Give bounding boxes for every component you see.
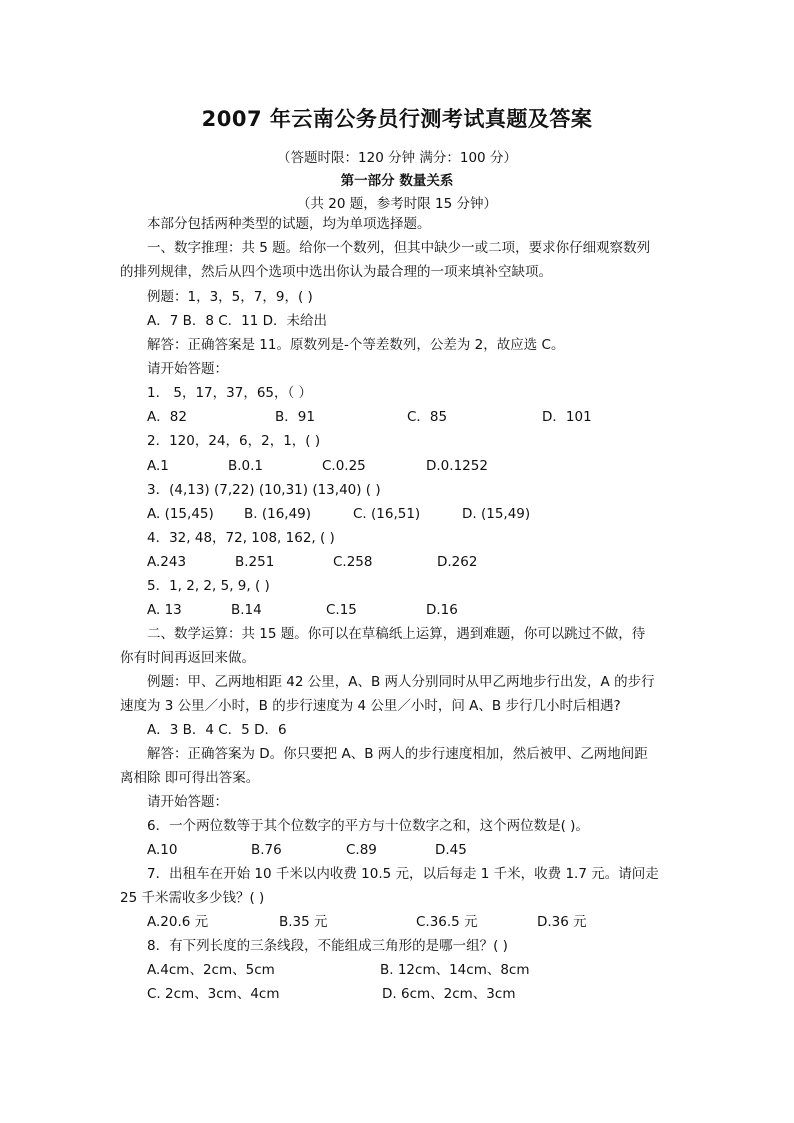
q8-option-c: C. 2cm、3cm、4cm [147,986,280,1002]
q1-option-d: D．101 [542,409,592,425]
q3-option-d: D. (15,49) [462,506,531,522]
section2-desc: 二、数学运算：共 15 题。你可以在草稿纸上运算，遇到难题，你可以跳过不做，待 [147,626,646,642]
q5-option-d: D.16 [426,602,458,618]
question-4-stem: 4．32, 48，72, 108, 162, ( ) [147,530,335,546]
section2-example-cont: 速度为 3 公里／小时，B 的步行速度为 4 公里／小时，问 A、B 步行几小时后相遇? [120,698,621,714]
q6-option-d: D.45 [435,842,467,858]
q2-option-b: B.0.1 [228,458,264,474]
question-2-stem: 2．120，24，6，2，1，( ) [147,433,321,449]
q2-option-d: D.0.1252 [426,458,488,474]
q7-option-a: A.20.6 元 [147,914,209,930]
q1-option-c: C．85 [407,409,448,425]
q5-option-b: B.14 [231,602,262,618]
section1-desc-cont: 的排列规律，然后从四个选项中选出你认为最合理的一项来填补空缺项。 [120,264,552,280]
section1-answer: 解答：正确答案是 11。原数列是-个等差数列，公差为 2，故应选 C。 [147,337,565,353]
q2-option-c: C.0.25 [322,458,366,474]
q4-option-a: A.243 [147,554,187,570]
q8-option-b: B. 12cm、14cm、8cm [380,962,530,978]
question-3-stem: 3．(4,13) (7,22) (10,31) (13,40) ( ) [147,482,381,498]
q4-option-b: B.251 [235,554,275,570]
q6-option-b: B.76 [251,842,282,858]
q4-option-d: D.262 [437,554,478,570]
section2-example: 例题：甲、乙两地相距 42 公里，A、B 两人分别同时从甲乙两地步行出发，A 的步行 [147,674,655,690]
section1-desc: 一、数字推理：共 5 题。给你一个数列，但其中缺少一或二项，要求你仔细观察数列 [147,240,651,256]
section1-example: 例题：1，3，5，7，9，( ) [147,289,313,305]
question-7-stem-cont: 25 千米需收多少钱？( ) [120,890,265,906]
question-6-stem: 6．一个两位数等于其个位数字的平方与十位数字之和，这个两位数是( )。 [147,818,589,834]
q7-option-d: D.36 元 [537,914,587,930]
q3-option-c: C. (16,51) [353,506,421,522]
q7-option-c: C.36.5 元 [416,914,478,930]
question-8-stem: 8．有下列长度的三条线段，不能组成三角形的是哪一组？( ) [147,938,508,954]
section1-example-options: A．7 B．8 C．11 D．未给出 [147,313,328,329]
document-title: 2007 年云南公务员行测考试真题及答案 [201,107,593,131]
start-prompt-2: 请开始答题： [147,794,228,810]
section2-answer-cont: 离相除 即可得出答案。 [120,770,260,786]
q7-option-b: B.35 元 [279,914,328,930]
intro: 本部分包括两种类型的试题，均为单项选择题。 [147,216,431,232]
question-1-stem: 1． 5，17，37，65，（ ） [147,385,313,401]
q2-option-a: A.1 [147,458,169,474]
part-note: （共 20 题，参考时限 15 分钟） [296,196,498,212]
q3-option-a: A. (15,45) [147,506,214,522]
q8-option-a: A.4cm、2cm、5cm [147,962,275,978]
q8-option-d: D. 6cm、2cm、3cm [382,986,516,1002]
q4-option-c: C.258 [333,554,373,570]
section2-answer: 解答：正确答案为 D。你只要把 A、B 两人的步行速度相加，然后被甲、乙两地间距 [147,746,648,762]
q5-option-c: C.15 [326,602,357,618]
start-prompt: 请开始答题： [147,361,228,377]
q3-option-b: B. (16,49) [244,506,312,522]
q1-option-a: A．82 [147,409,187,425]
section2-example-options: A．3 B．4 C．5 D．6 [147,722,287,738]
section2-desc-cont: 你有时间再返回来做。 [120,650,255,666]
q6-option-c: C.89 [346,842,377,858]
part-title: 第一部分 数量关系 [340,173,454,189]
q1-option-b: B．91 [275,409,315,425]
q6-option-a: A.10 [147,842,178,858]
q5-option-a: A. 13 [147,602,182,618]
question-5-stem: 5．1, 2, 2, 5, 9, ( ) [147,578,270,594]
question-7-stem: 7．出租车在开始 10 千米以内收费 10.5 元，以后每走 1 千米，收费 1.7 元。请问走 [147,866,659,882]
time-limit: （答题时限：120 分钟 满分：100 分） [277,150,517,166]
